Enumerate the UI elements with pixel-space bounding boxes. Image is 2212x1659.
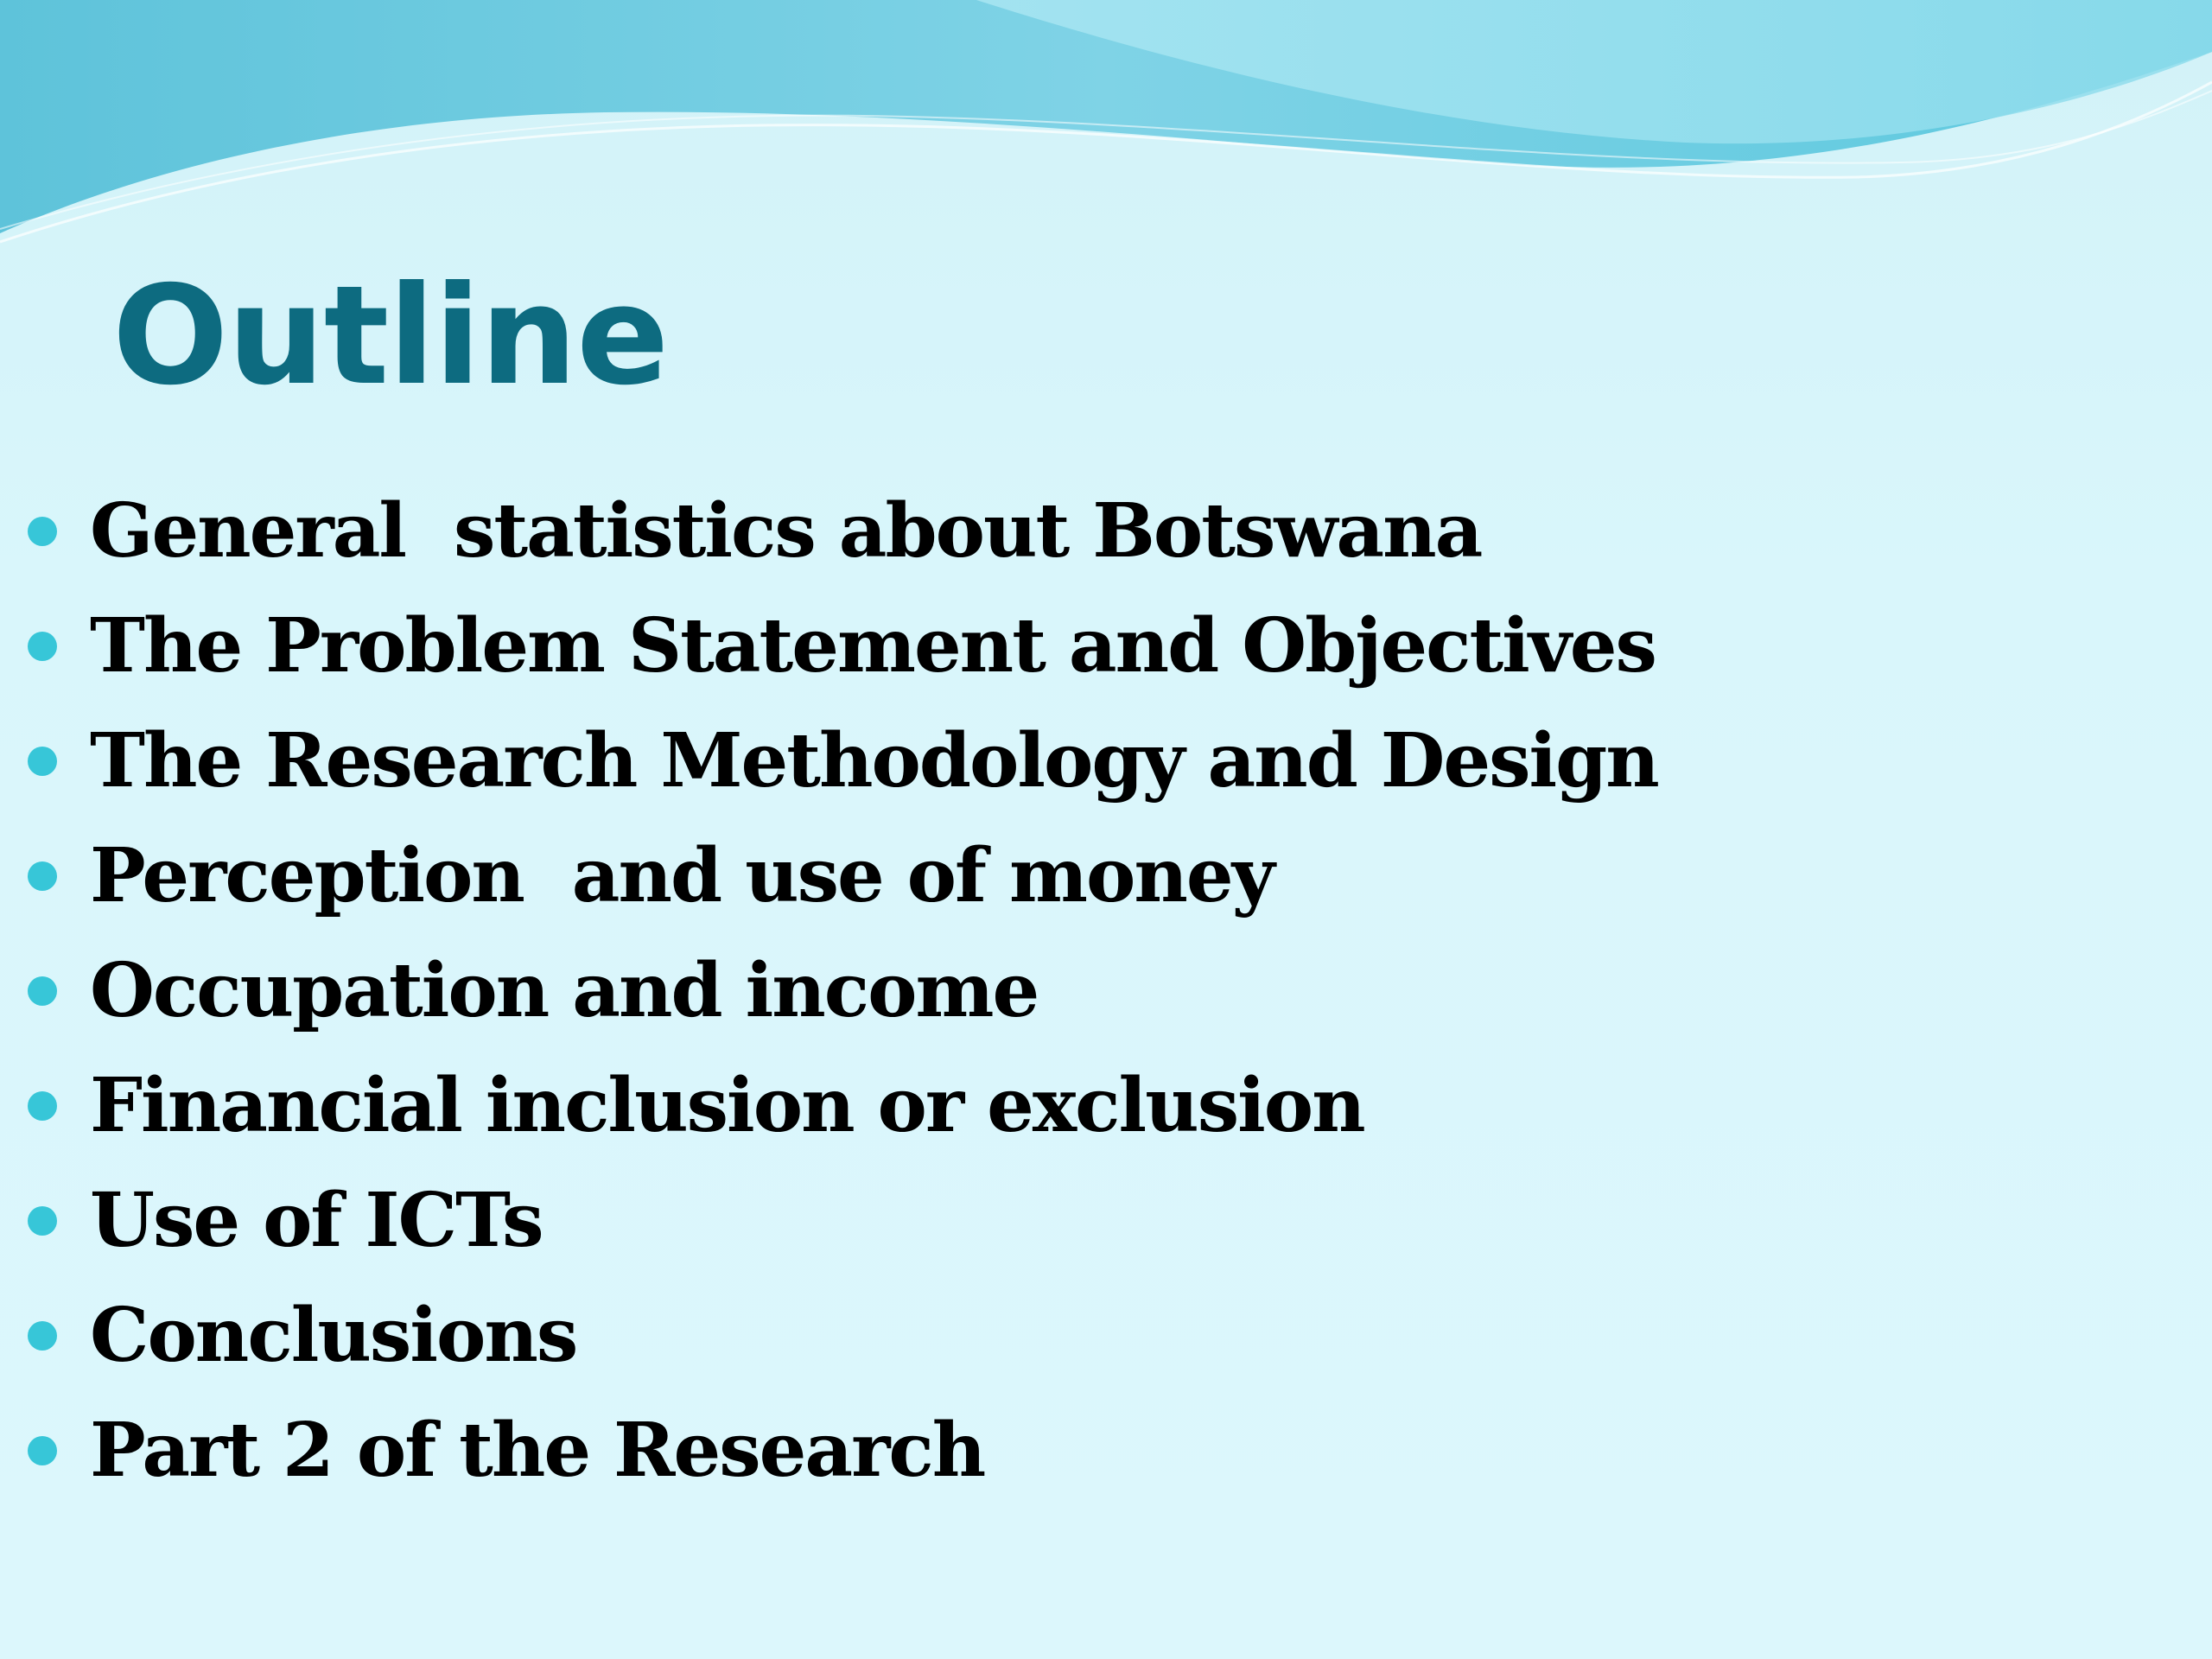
bullet-dot-icon: [28, 1091, 57, 1121]
bullet-dot-icon: [28, 747, 57, 776]
list-item-label: Part 2 of the Research: [90, 1406, 985, 1494]
bullet-dot-icon: [28, 861, 57, 891]
list-item: [0, 474, 2160, 588]
bullet-dot-icon: [28, 1321, 57, 1351]
bullet-dot-icon: [28, 1206, 57, 1236]
list-item-label: General statistics about Botswana: [90, 486, 1482, 575]
bullet-dot-icon: [28, 517, 57, 546]
list-item-label: Perception and use of money: [90, 831, 1274, 919]
bullet-dot-icon: [28, 1436, 57, 1465]
wave-header-decoration: [0, 0, 2212, 259]
list-item-label: Conclusions: [90, 1291, 577, 1379]
list-item: [0, 1048, 2160, 1163]
list-item: [0, 588, 2160, 703]
list-item-label: The Problem Statement and Objectives: [90, 601, 1656, 690]
list-item-label: Financial inclusion or exclusion: [90, 1061, 1364, 1149]
list-item: [0, 933, 2160, 1048]
list-item: [0, 818, 2160, 933]
list-item: [0, 703, 2160, 818]
list-item: [0, 1163, 2160, 1278]
list-item-label: The Research Methodology and Design: [90, 716, 1658, 804]
list-item: [0, 1278, 2160, 1393]
list-item-label: Use of ICTs: [90, 1176, 543, 1264]
slide-title: Outline: [112, 257, 669, 416]
bullet-dot-icon: [28, 632, 57, 661]
outline-list: [0, 474, 2160, 1508]
bullet-dot-icon: [28, 976, 57, 1006]
list-item: [0, 1393, 2160, 1508]
list-item-label: Occupation and income: [90, 946, 1039, 1034]
